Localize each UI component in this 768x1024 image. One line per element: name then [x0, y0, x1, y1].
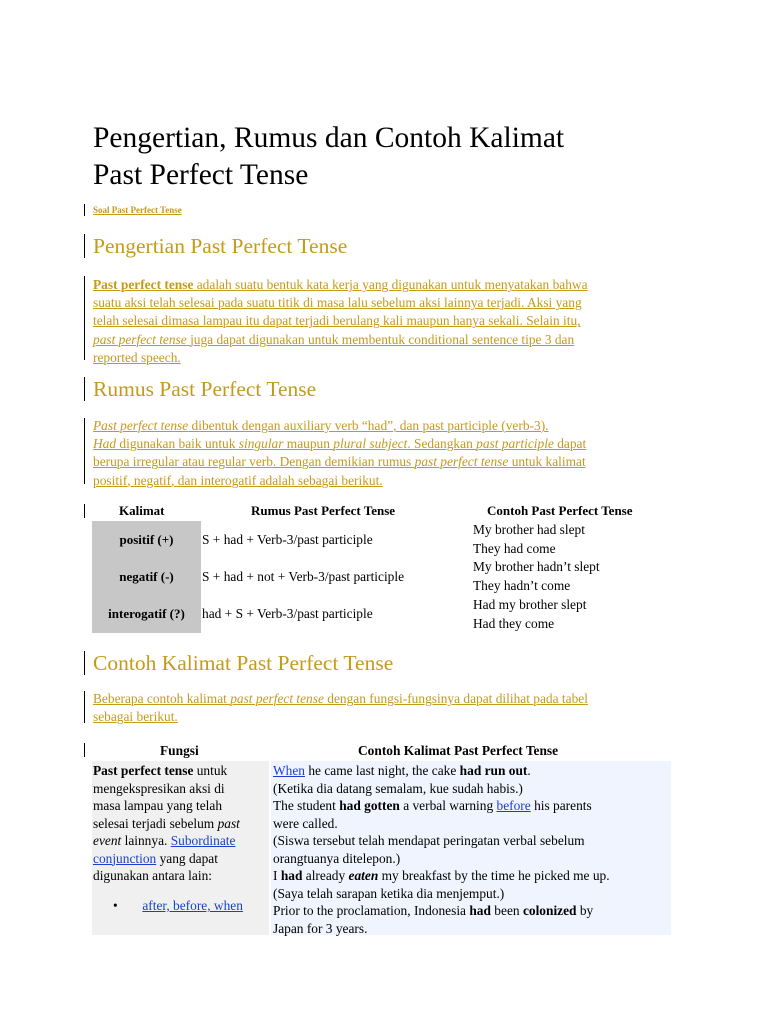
table1-contoh-positif: [473, 521, 585, 558]
table1-header-rumus: Rumus Past Perfect Tense: [251, 503, 396, 518]
example-line: were called.: [273, 815, 338, 831]
term-bold: colonized: [522, 903, 577, 918]
example: Had they come: [473, 615, 555, 631]
translation-line: orangtuanya ditelepon.): [273, 850, 401, 866]
page-title: [93, 120, 693, 194]
text: digunakan baik untuk: [116, 436, 239, 452]
example: Had my brother slept: [473, 597, 587, 612]
term-italic: past perfect tense: [93, 331, 187, 347]
term-italic: past participle: [476, 436, 554, 452]
para-line: telah selesai dimasa lampau itu dapat terjadi berulang kali maupun hanya sekali. Selain itu,: [93, 313, 581, 329]
text: yang dapat: [156, 850, 218, 866]
para-line: reported speech.: [93, 349, 181, 365]
fungsi-line: [93, 832, 265, 850]
heading-pengertian: Pengertian Past Perfect Tense: [93, 234, 348, 258]
subordinate-link[interactable]: Subordinate: [170, 833, 236, 848]
left-bar: [84, 504, 85, 518]
left-bar: [84, 418, 85, 484]
term-italic: past perfect tense: [414, 454, 509, 470]
text: a verbal warning: [399, 798, 497, 813]
table2-contoh-text: [273, 762, 673, 937]
translation-line: (Ketika dia datang semalam, kue sudah habis.): [273, 780, 523, 796]
term-bold: had run out: [459, 763, 528, 778]
para-line: sebagai berikut.: [93, 709, 178, 725]
left-bar: [84, 276, 85, 360]
example: They had come: [473, 540, 556, 556]
term-bold: Past perfect tense: [93, 277, 194, 292]
text: already: [302, 868, 349, 883]
bullet-icon: •: [113, 898, 118, 913]
title-line-1: Pengertian, Rumus dan Contoh Kalimat: [93, 122, 565, 154]
para-line: [93, 417, 683, 435]
text: untuk: [193, 763, 228, 778]
fungsi-line: masa lampau yang telah: [93, 798, 223, 813]
left-bar: [84, 651, 85, 675]
text: dengan fungsi-fungsinya dapat dilihat pada tabel: [323, 691, 588, 706]
text: Prior to the proclamation, Indonesia: [273, 903, 470, 918]
term-bold: had: [280, 868, 303, 883]
text: been: [490, 903, 523, 918]
text: . Sedangkan: [407, 436, 477, 452]
text: maupun: [283, 436, 334, 452]
bullet-item: [113, 898, 243, 914]
paragraph-rumus: [93, 417, 683, 490]
text: dapat: [553, 436, 587, 452]
term-bold: had: [469, 903, 491, 918]
fungsi-line: mengekspresikan aksi di: [93, 780, 225, 796]
fungsi-line: digunakan antara lain:: [93, 868, 212, 883]
text: my breakfast by the time he picked me up.: [378, 868, 610, 883]
left-bar: [84, 377, 85, 401]
example-line: [273, 867, 673, 885]
text: I: [273, 868, 281, 883]
table1-contoh-interogatif: [473, 596, 586, 633]
text: his parents: [530, 798, 592, 813]
text: The student: [273, 798, 340, 813]
heading-contoh: Contoh Kalimat Past Perfect Tense: [93, 651, 394, 675]
para-line: [93, 276, 683, 294]
soal-link[interactable]: Soal Past Perfect Tense: [93, 205, 182, 215]
example-line: Japan for 3 years.: [273, 920, 368, 936]
example: My brother had slept: [473, 522, 585, 537]
table1-contoh-negatif: [473, 558, 600, 595]
table2-fungsi-text: [93, 762, 265, 885]
table2-header-fungsi: Fungsi: [160, 743, 199, 758]
term-italic: past: [217, 815, 240, 831]
term-italic: event: [93, 833, 122, 848]
term-italic: past perfect tense: [230, 691, 324, 706]
table2-header-contoh: Contoh Kalimat Past Perfect Tense: [358, 743, 559, 758]
title-line-2: Past Perfect Tense: [93, 159, 309, 191]
text: .: [527, 763, 531, 778]
term-italic: plural subject: [333, 436, 408, 452]
text: dibentuk dengan auxiliary verb “had”, dan past participle (verb-3).: [188, 418, 549, 433]
table1-row-interogatif-label: interogatif (?): [108, 606, 185, 621]
para-line: positif, negatif, dan interogatif adalah sebagai berikut.: [93, 472, 383, 488]
table1-rumus-positif: S + had + Verb-3/past participle: [202, 532, 373, 547]
after-before-when-link[interactable]: after, before, when: [142, 898, 243, 913]
term-italic: singular: [238, 436, 284, 452]
example-line: [273, 902, 673, 920]
para-line: suatu aksi telah selesai pada suatu titik di masa lalu sebelum aksi lainnya terjadi. Aksi yang: [93, 295, 582, 311]
text: by: [576, 903, 594, 918]
example-line: [273, 797, 673, 815]
para-line: [93, 435, 683, 453]
conjunction-link[interactable]: conjunction: [93, 850, 157, 866]
fungsi-line: [93, 762, 265, 780]
table1-header-contoh: Contoh Past Perfect Tense: [487, 503, 633, 518]
term-italic: Past perfect tense: [93, 418, 189, 433]
term-bold: had gotten: [339, 798, 400, 813]
table1-row-negatif-label: negatif (-): [119, 569, 174, 584]
text: berupa irregular atau regular verb. Dengan demikian rumus: [93, 454, 415, 470]
paragraph-contoh: [93, 690, 683, 726]
para-line: [93, 453, 683, 471]
para-line: [93, 331, 683, 349]
term-italic: Had: [93, 436, 117, 452]
example: They hadn’t come: [473, 577, 571, 593]
text: untuk kalimat: [508, 454, 586, 470]
text: lainnya.: [121, 833, 171, 848]
when-link[interactable]: When: [273, 763, 305, 778]
left-bar: [84, 234, 85, 258]
text: adalah suatu bentuk kata kerja yang digunakan untuk menyatakan bahwa: [193, 277, 588, 292]
translation-line: (Siswa tersebut telah mendapat peringatan verbal sebelum: [273, 833, 585, 848]
term-bold: Past perfect tense: [93, 763, 194, 778]
fungsi-line: [93, 850, 265, 868]
example: My brother hadn’t slept: [473, 559, 600, 574]
left-bar: [84, 743, 85, 757]
para-line: [93, 690, 683, 708]
left-bar: [84, 691, 85, 723]
text: Beberapa contoh kalimat: [93, 691, 231, 706]
table1-header-kalimat: Kalimat: [119, 503, 165, 518]
table1-row-positif-label: positif (+): [119, 532, 174, 547]
table1-rumus-negatif: S + had + not + Verb-3/past participle: [202, 569, 405, 584]
translation-line: (Saya telah sarapan ketika dia menjemput.): [273, 885, 505, 901]
left-bar: [84, 204, 85, 216]
paragraph-pengertian: [93, 276, 683, 367]
text: juga dapat digunakan untuk membentuk conditional sentence tipe 3 dan: [186, 331, 575, 347]
heading-rumus: Rumus Past Perfect Tense: [93, 377, 317, 401]
text: selesai terjadi sebelum: [93, 815, 218, 831]
table1-rumus-interogatif: had + S + Verb-3/past participle: [202, 606, 373, 621]
before-link[interactable]: before: [496, 798, 531, 813]
fungsi-line: [93, 815, 265, 833]
text: he came last night, the cake: [304, 763, 460, 778]
example-line: [273, 762, 673, 780]
term-bold-italic: eaten: [348, 868, 379, 883]
